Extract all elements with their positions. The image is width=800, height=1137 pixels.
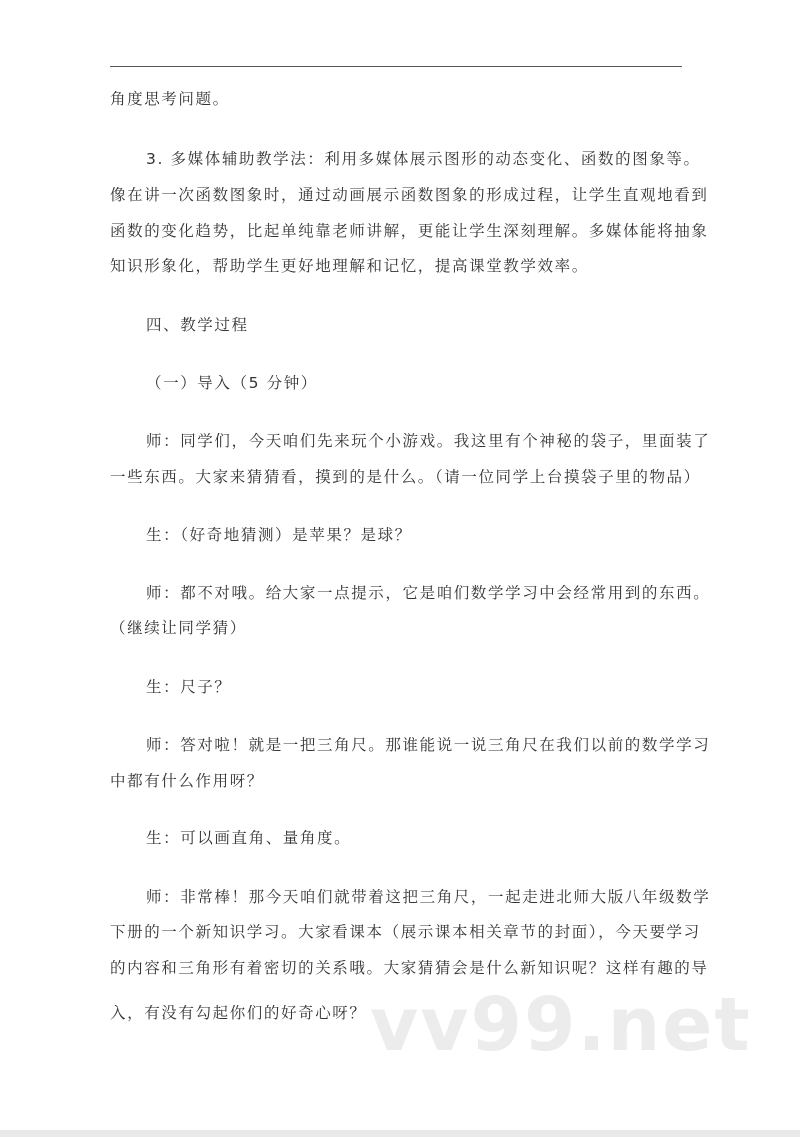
paragraph-line: 一些东西。大家来猜猜看，摸到的是什么。（请一位同学上台摸袋子里的物品）: [110, 468, 701, 486]
paragraph-line: 的内容和三角形有着密切的关系哦。大家猜猜会是什么新知识呢？这样有趣的导: [110, 959, 709, 977]
paragraph-line: 像在讲一次函数图象时，通过动画展示函数图象的形成过程，让学生直观地看到: [110, 186, 709, 204]
paragraph-line: 入，有没有勾起你们的好奇心呀？: [110, 1004, 367, 1022]
paragraph-line: 生：尺子？: [146, 678, 232, 696]
paragraph-line: 角度思考问题。: [110, 90, 230, 108]
paragraph-line: 师：都不对哦。给大家一点提示，它是咱们数学学习中会经常用到的东西。: [146, 584, 711, 602]
paragraph-line: 中都有什么作用呀？: [110, 772, 264, 790]
subsection-heading: （一）导入（5 分钟）: [146, 374, 318, 392]
paragraph-line: 师：同学们，今天咱们先来玩个小游戏。我这里有个神秘的袋子，里面装了: [146, 432, 711, 450]
paragraph-line: 生：可以画直角、量角度。: [146, 829, 352, 847]
paragraph-line: 下册的一个新知识学习。大家看课本（展示课本相关章节的封面），今天要学习: [110, 923, 701, 941]
paragraph-line: 师：非常棒！那今天咱们就带着这把三角尺，一起走进北师大版八年级数学: [146, 888, 711, 906]
section-heading: 四、教学过程: [146, 316, 249, 334]
paragraph-line: 3. 多媒体辅助教学法：利用多媒体展示图形的动态变化、函数的图象等。: [146, 150, 701, 168]
paragraph-line: 生：（好奇地猜测）是苹果？是球？: [146, 526, 412, 544]
paragraph-line: 师：答对啦！就是一把三角尺。那谁能说一说三角尺在我们以前的数学学习: [146, 736, 711, 754]
paragraph-line: 函数的变化趋势，比起单纯靠老师讲解，更能让学生深刻理解。多媒体能将抽象: [110, 222, 709, 240]
header-rule: [110, 66, 682, 67]
page-bottom-edge: [0, 1130, 800, 1137]
watermark: vv99.net: [370, 982, 752, 1068]
paragraph-line: （继续让同学猜）: [110, 619, 247, 637]
paragraph-line: 知识形象化，帮助学生更好地理解和记忆，提高课堂教学效率。: [110, 257, 589, 275]
